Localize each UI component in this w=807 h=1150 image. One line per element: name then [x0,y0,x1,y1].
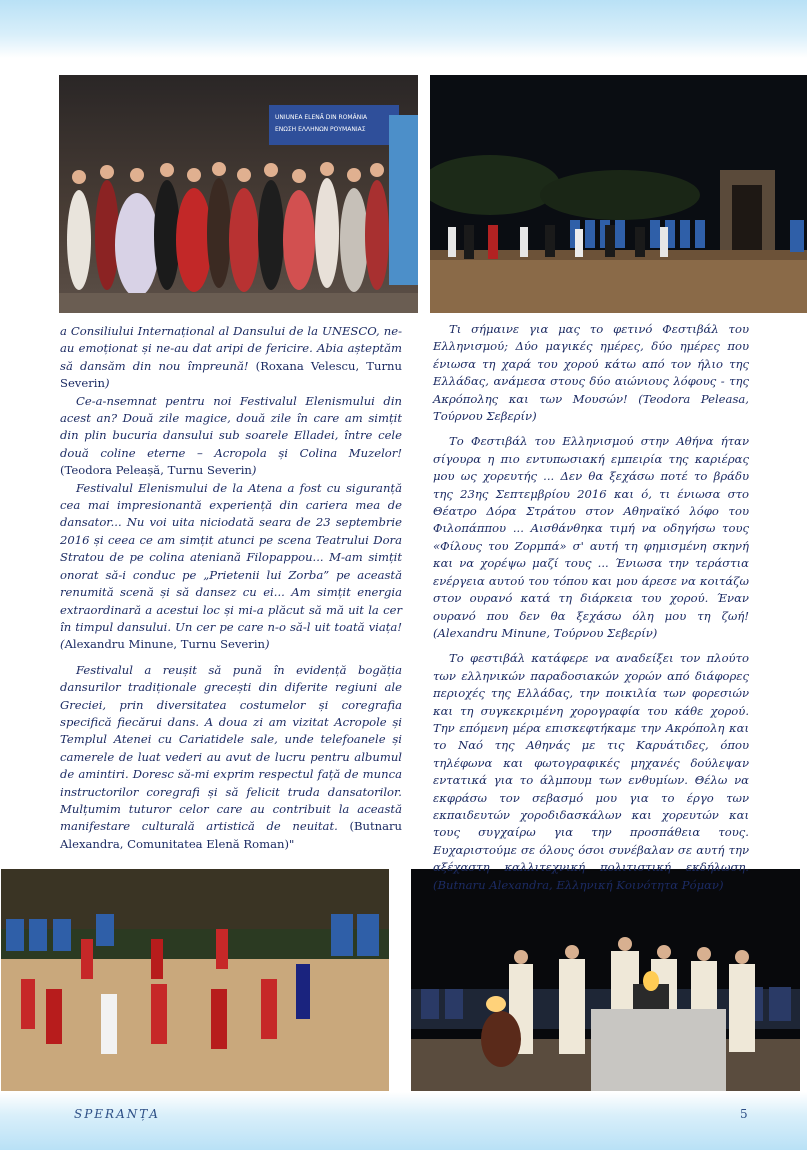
greek-paragraph-teodora: Τι σήμαινε για μας το φετινό Φεστιβάλ του Ελληνισμού; Δύο μαγικές ημέρες, δύο ημέρες που ένιωσα τη χαρά του χορού κάτω από τον ήλιο της Ελλάδας, ανάμεσα στους δύο αιώνιους λόφους - της Ακρόπολης και των Μουσών! (Teodora Peleasa, Τούρνου Σεβερίν) [433,322,749,424]
top-gradient-band [0,0,807,58]
greek-paragraph-butnaru: Το φεστιβάλ κατάφερε να αναδείξει τον πλούτο των ελληνικών παραδοσιακών χορών από διάφορες περιοχές της Ελλάδας, την ποικιλία των φορεσιών και τη συγκεκριμένη χορογραφία του κάθε χορού. Την επόμενη μέρα επισκεφτήκαμε την Ακρόπολη και το Ναό της Αθηνάς με τις Καρυάτιδες, όπου τηλέφωνα και φωτογραφικές μηχανές δούλεψαν εντατικά για το άλμπουμ των ενθυμίων. Θέλω να εκφράσω τον σεβασμό μου για το έργο των εκπαιδευτών χοροδιδασκάλων και χορευτών και τους συγχαίρω για την προσπάθεια τους. Ευχαριστούμε σε όλους όσοι συνέβαλαν σε αυτή την αξέχαστη καλλιτεχνική πολιτιστική εκδήλωση. (Butnaru Alexandra, Ελληνική Κοινότητα Ρόμαν) [433,651,749,892]
photo-night-stage [430,75,807,313]
paragraph-butnaru: Festivalul a reușit să pună în evidență bogăția dansurilor tradiționale grecești din diferite regiuni ale Greciei, prin diversitatea costumelor și coregrafia specifică fiecărui dans. A doua zi am vizitat Acropole și Templul Atenei cu Cariatidele sale, unde telefoanele și camerele de luat vederi au avut de lucru pentru albumul de amintiri. Doresc să-mi exprim respectul față de munca instructorilor coregrafi și să felicit truda dansatorilor. Mulțumim tuturor celor care au contribuit la această manifestare culturală artistică de neuitat. (Butnaru Alexandra, Comunitatea Elenă Roman)" [60,662,403,851]
bottom-gradient-band [0,1092,807,1150]
photo-women-flame [411,869,800,1091]
footer-page-number: 5 [740,1107,748,1121]
footer-magazine-title: SPERANȚA [74,1107,160,1121]
right-text-column [433,321,749,894]
greek-paragraph-alexandru: Το Φεστιβάλ του Ελληνισμού στην Αθήνα ήταν σίγουρα η πιο εντυπωσιακή εμπειρία της καριέρας μου ως χορευτής ... Δεν θα ξεχάσω ποτέ το βράδυ της 23ης Σεπτεμβρίου 2016 και ό, τι ένιωσα στο Θέατρο Δόρα Στράτου στον Αθηναϊκό λόφο του Φιλοπάππου ... Αισθάνθηκα τιμή να οδηγήσω τους «Φίλους του Ζορμπά» σ' αυτή τη φημισμένη σκηνή και να χορέψω μαζί τους ... Ένιωσα την τεράστια ενέργεια αυτού του τόπου και μου άρεσε να κοιτάζω στον ουρανό κατά τη διάρκεια του χορού. Έναν ουρανό που δεν θα ξεχάσω όλη μου τη ζωή! (Alexandru Minune, Τούρνου Σεβερίν) [433,434,749,640]
paragraph-teodora: Ce-a-nsemnat pentru noi Festivalul Elenismului din acest an? Două zile magice, două zile în care am simțit din plin bucuria dansului sub soarele Elladei, între cele două coline eterne – Acropola și Colina Muzelor! (Teodora Peleașă, Turnu Severin) [60,393,402,478]
photo-group-dancers [59,75,418,313]
banner-text-1: UNIUNEA ELENĂ DIN ROMÂNIA [275,114,368,121]
left-text-column [60,323,402,853]
paragraph-roxana: a Consiliului Internațional al Dansului de la UNESCO, ne-au emoționat și ne-au dat aripi de fericire. Abia așteptăm să dansăm din nou împreună! (Roxana Velescu, Turnu Severin) [60,324,402,391]
paragraph-alexandru: Festivalul Elenismului de la Atena a fost cu siguranță cea mai impresionantă experiență din cariera mea de dansator... Nu voi uita niciodată seara de 23 septembrie 2016 și ceea ce am simțit atunci pe scena Teatrului Dora Stratou de pe colina ateniană Filopappou... M-am simțit onorat să-i conduc pe „Prietenii lui Zorba” pe această renumită scenă și să dansez cu ei... Am simțit energia extraordinară a acestui loc și mi-a plăcut să mă uit la cer în timpul dansului. Un cer pe care n-o să-l uit toată viața! (Alexandru Minune, Turnu Severin) [60,480,402,652]
photo-circle-dance [1,869,389,1091]
banner-text-2: ΕΝΩΣΗ ΕΛΛΗΝΩΝ ΡΟΥΜΑΝΙΑΣ [275,126,366,133]
